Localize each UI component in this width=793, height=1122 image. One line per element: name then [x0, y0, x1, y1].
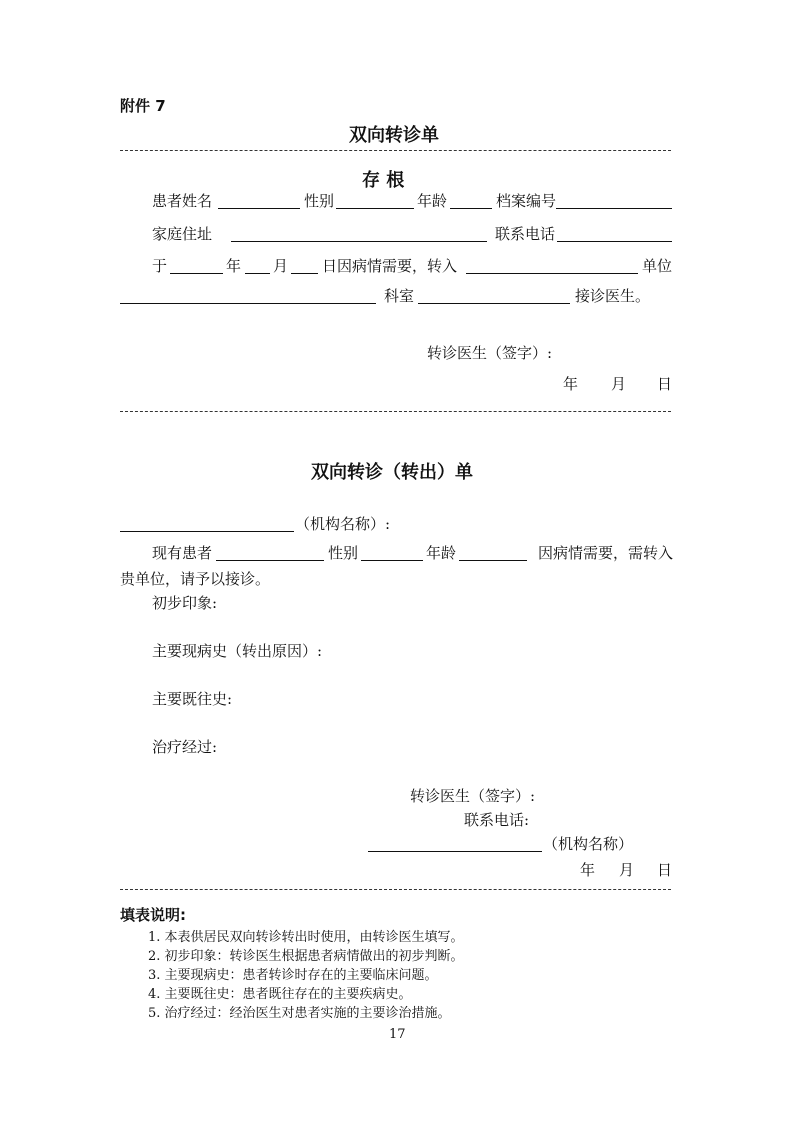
org-name-field[interactable] [120, 531, 294, 532]
stub-date-month: 月 [611, 375, 627, 393]
address-label: 家庭住址 [152, 225, 213, 243]
contact-phone-label: 联系电话: [464, 811, 530, 829]
annex-label: 附件 7 [120, 97, 166, 115]
gender-label: 性别 [304, 192, 335, 210]
out-date-year: 年 [580, 861, 596, 879]
need-transfer-text: 因病情需要，需转入 [538, 544, 674, 562]
unit-field[interactable] [466, 273, 638, 274]
referral-out-heading: 双向转诊（转出）单 [311, 462, 473, 483]
present-illness-label: 主要现病史（转出原因）: [152, 642, 323, 660]
file-no-field[interactable] [556, 208, 672, 209]
current-patient-label: 现有患者 [152, 544, 213, 562]
age-label-out: 年龄 [426, 544, 457, 562]
day-field[interactable] [291, 273, 318, 274]
dept-label: 科室 [384, 287, 415, 305]
past-history-label: 主要既往史: [152, 690, 233, 708]
on-label: 于 [152, 257, 168, 275]
month-field[interactable] [245, 273, 270, 274]
document-title: 双向转诊单 [349, 125, 439, 146]
gender-field-out[interactable] [361, 560, 423, 561]
instruction-item: 1. 本表供居民双向转诊转出时使用，由转诊医生填写。 [148, 930, 464, 945]
unit-label: 单位 [642, 257, 673, 275]
org-name-label: （机构名称）: [295, 515, 391, 533]
stub-heading: 存 根 [362, 170, 405, 191]
age-label: 年龄 [417, 192, 448, 210]
cut-line-top [120, 150, 671, 151]
year-label: 年 [226, 257, 242, 275]
stub-date-year: 年 [563, 375, 579, 393]
accept-text: 贵单位，请予以接诊。 [120, 570, 271, 588]
out-date-month: 月 [619, 861, 635, 879]
day-transfer-text: 日因病情需要，转入 [322, 257, 458, 275]
cut-line-middle [120, 411, 671, 412]
out-doctor-sign-label: 转诊医生（签字）: [410, 787, 536, 805]
treatment-label: 治疗经过: [152, 738, 218, 756]
instruction-item: 5. 治疗经过：经治医生对患者实施的主要诊治措施。 [148, 1006, 451, 1021]
phone-field[interactable] [557, 241, 672, 242]
year-field[interactable] [170, 273, 223, 274]
age-field[interactable] [450, 208, 492, 209]
instruction-item: 3. 主要现病史：患者转诊时存在的主要临床问题。 [148, 968, 438, 983]
patient-name-label: 患者姓名 [152, 192, 213, 210]
phone-label: 联系电话 [495, 225, 556, 243]
org-name-paren: （机构名称） [543, 835, 634, 853]
instruction-item: 2. 初步印象：转诊医生根据患者病情做出的初步判断。 [148, 949, 464, 964]
page-number: 17 [389, 1027, 406, 1042]
address-field[interactable] [231, 241, 487, 242]
patient-name-field[interactable] [218, 208, 300, 209]
receiving-doctor-label: 接诊医生。 [575, 287, 651, 305]
instruction-item: 4. 主要既往史：患者既往存在的主要疾病史。 [148, 987, 412, 1002]
dept-field[interactable] [418, 303, 570, 304]
instructions-title: 填表说明: [120, 906, 186, 924]
stub-date-day: 日 [657, 375, 673, 393]
gender-label-out: 性别 [328, 544, 359, 562]
patient-name-field-out[interactable] [216, 560, 324, 561]
age-field-out[interactable] [459, 560, 527, 561]
out-date-day: 日 [657, 861, 673, 879]
file-no-label: 档案编号 [496, 192, 557, 210]
cut-line-bottom [120, 889, 671, 890]
month-label: 月 [273, 257, 289, 275]
initial-impression-label: 初步印象: [152, 594, 218, 612]
gender-field[interactable] [336, 208, 414, 209]
unit-field-cont[interactable] [120, 303, 376, 304]
org-name-field-bottom[interactable] [368, 851, 542, 852]
stub-doctor-sign-label: 转诊医生（签字）: [427, 344, 553, 362]
